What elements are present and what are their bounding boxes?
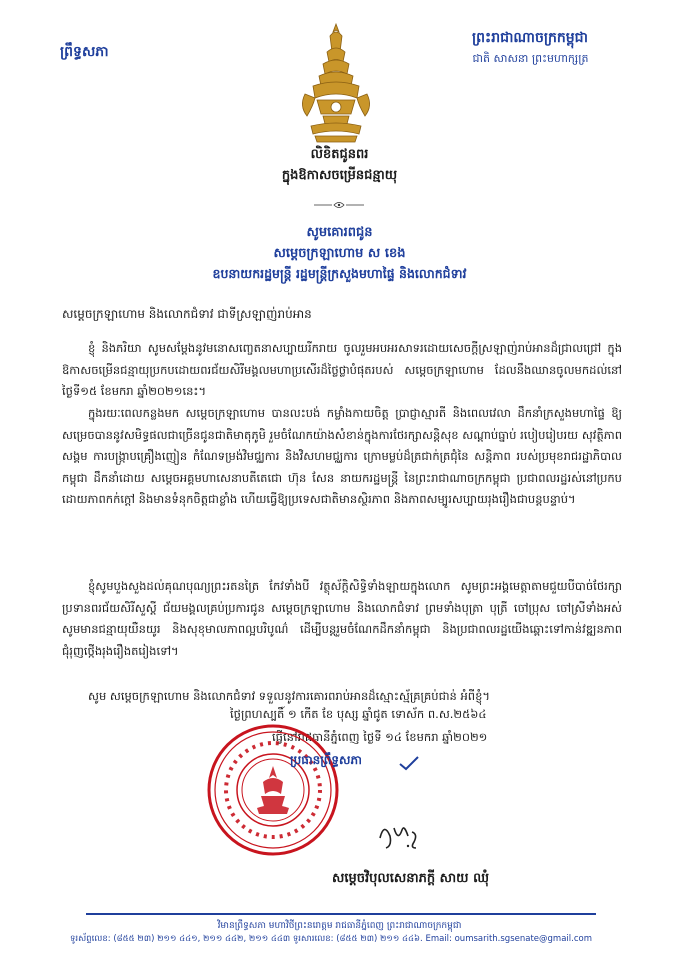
paragraph-2 [62,403,622,511]
kingdom-motto: ជាតិ សាសនា ព្រះមហាក្សត្រ [472,52,589,65]
paragraph-1-text: ខ្ញុំ និងភរិយា សូមសម្តែងនូវមនោសញ្ចេតនាសប្បាយរីករាយ ចូលរួមអបអរសាទរដោយសេចក្តីស្រឡាញ់រាប់អានដ៏ជ្រាលជ្រៅ ក្នុងឱកាសចម្រើនជន្មាយុប្រកបដោយពរជ័យសិរីមង្គលមហាប្រសើរដ៏ថ្លៃថ្លាបំផុតរបស់ សម្តេចក្រឡាហោម ដែលនឹងឈានចូលមកដល់នៅថ្ងៃទី១៥ ខែមករា ឆ្នាំ២០២១នេះ។ [62,341,622,398]
kingdom-title: ព្រះរាជាណាចក្រកម្ពុជា [471,30,588,46]
paragraph-1 [62,338,622,403]
signer-title: ប្រធានព្រឹទ្ធសភា [290,753,362,767]
footer-divider [86,913,596,915]
ornamental-divider-icon [314,200,364,210]
checkmark-icon [398,755,420,771]
salutation: សូមគោរពជូន [306,225,373,240]
signer-name: សម្តេចវិបុលសេនាភក្តី សាយ ឈុំ [332,871,489,886]
greeting: សម្តេចក្រឡាហោម និងលោកជំទាវ ជាទីស្រឡាញ់រាប់អាន [62,307,312,321]
official-seal-icon [205,722,341,858]
solar-date: ធ្វើនៅរាជធានីភ្នំពេញ ថ្ងៃទី ១៤ ខែមករា ឆ្នាំ២០២១ [272,730,488,744]
paragraph-3 [62,576,622,662]
document-type: លិខិតជូនពរ [310,147,369,162]
paragraph-2-text: ក្នុងរយៈពេលកន្លងមក សម្តេចក្រឡាហោម បានលះបង់ កម្លាំងកាយចិត្ត ប្រាជ្ញាស្មារតី និងពេលវេលា ដឹកនាំក្រសួងមហាផ្ទៃ ឱ្យសម្រេចបាននូវសមិទ្ធផលជាច្រើនជូនជាតិមាតុភូមិ រួមចំណែកយ៉ាងសំខាន់ក្នុងការថែរក្សាសន្តិសុខ សណ្តាប់ធ្នាប់ របៀបរៀបរយ សុវត្ថិភាពសង្គម ការបង្ក្រាបគ្រឿងញៀន កំណែទម្រង់វិមជ្ឈការ និងវិសហមជ្ឈការ ក្រោមម្លប់ដ៏ត្រជាក់ត្រជុំនៃ សន្តិភាព របស់ប្រមុខរាជរដ្ឋាភិបាលកម្ពុជា ដឹកនាំដោយ សម្តេចអគ្គមហាសេនាបតីតេជោ ហ៊ុន សែន នាយករដ្ឋមន្ត្រី នៃព្រះរាជាណាចក្រកម្ពុជា ប្រជាពលរដ្ឋរស់នៅប្រកបដោយភាពកក់ក្តៅ និងមានទំនុកចិត្តជាខ្លាំង ហើយធ្វើឱ្យប្រទេសជាតិមានស្ថិរភាព និងភាពសម្បូរសប្បាយរុងរឿងជាបន្តបន្ទាប់។ [62,406,622,506]
paragraph-4-text: សូម សម្តេចក្រឡាហោម និងលោកជំទាវ ទទួលនូវការគោរពរាប់អានដ៏ស្មោះស្ម័គ្រគ្រប់ជាន់ អំពីខ្ញុំ។ [88,689,490,703]
footer-address: វិមានព្រឹទ្ធសភា មហាវិថីព្រះនរោត្តម រាជធានីភ្នំពេញ ព្រះរាជាណាចក្រកម្ពុជា [217,921,462,931]
lunar-date: ថ្ងៃព្រហស្បតិ៍ ១ កើត ខែ បុស្ស ឆ្នាំជូត ទោស័ក ព.ស.២៥៦៤ [230,707,487,721]
addressee-position: ឧបនាយករដ្ឋមន្ត្រី រដ្ឋមន្ត្រីក្រសួងមហាផ្ទៃ និងលោកជំទាវ [212,266,467,281]
senate-title: ព្រឹទ្ធសភា [60,44,109,60]
addressee-name: សម្តេចក្រឡាហោម ស ខេង [273,246,406,261]
footer-contact: ទូរស័ព្ទលេខ: (៨៥៥ ២៣) ២១១ ៤៤១, ២១១ ៤៤២, ២១១ ៤៤៣ ទូរសារលេខ: (៨៥៥ ២៣) ២១១ ៤៤៦. Email: oumsarith.sgsenate@gmail.com [70,934,592,944]
handwritten-signature [374,818,422,854]
document-subtitle: ក្នុងឱកាសចម្រើនជន្មាយុ [281,168,398,183]
senate-emblem-icon [293,22,379,144]
paragraph-4 [62,686,622,708]
paragraph-3-text: ខ្ញុំសូមបួងសួងដល់គុណបុណ្យព្រះរតនត្រៃ កែវទាំងបី វត្ថុស័ក្តិសិទ្ធិទាំងឡាយក្នុងលោក សូមព្រះអង្គមេត្តាតាមជួយបីបាច់ថែរក្សាប្រទានពរជ័យសិរីសួស្តី ជ័យមង្គលគ្រប់ប្រការជូន សម្តេចក្រឡាហោម និងលោកជំទាវ ព្រមទាំងបុត្រា បុត្រី ចៅប្រុស ចៅស្រីទាំងអស់ សូមមានជន្មាយុយឺនយូរ និងសុខុមាលភាពល្អបរិបូណ៌ ដើម្បីបន្តរួមចំណែកដឹកនាំកម្ពុជា និងប្រជាពលរដ្ឋយើងឆ្ពោះទៅកាន់វឌ្ឍនភាព ជុំរុញថ្កើងរុងរឿងតរៀងទៅ។ [62,579,622,658]
